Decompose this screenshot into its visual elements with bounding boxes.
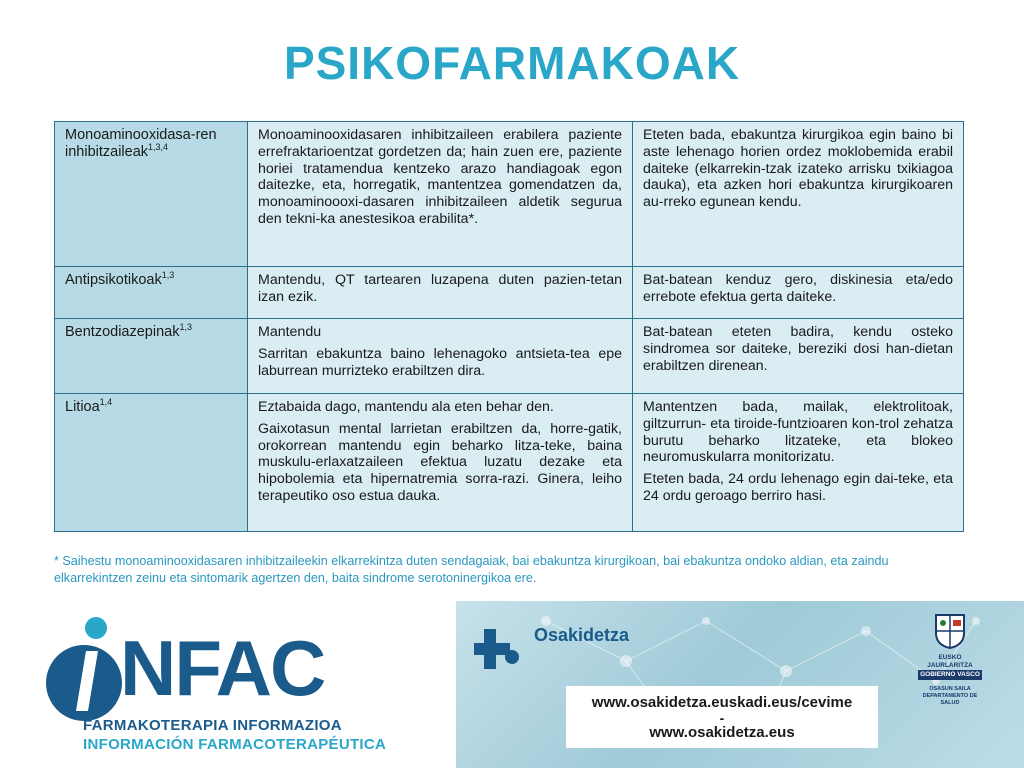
drug-class-cell [55, 319, 248, 394]
cell-paragraph: Mantendu, QT tartearen luzapena duten pazien-tetan izan ezik. [258, 272, 622, 305]
drug-class-cell [55, 267, 248, 319]
reference-superscript: 1,4 [99, 397, 113, 408]
url-separator: - [719, 710, 725, 726]
cell-paragraph: Bat-batean eteten badira, kendu osteko sindromea sor daiteke, bereziki dosi han-dietan erabiltzen direnean. [643, 324, 953, 374]
gov-dept-es: DEPARTAMENTO DE SALUD [922, 693, 978, 706]
url-box [566, 686, 878, 748]
table-row [55, 394, 964, 532]
osakidetza-logo-icon [470, 625, 526, 675]
gobierno-vasco-logo [918, 611, 982, 707]
drug-class-name: Litioa [65, 399, 100, 415]
url-osakidetza-link[interactable]: www.osakidetza.eus [649, 724, 795, 741]
infac-subtitle-eu: FARMAKOTERAPIA INFORMAZIOA [83, 717, 342, 734]
reference-superscript: 1,3 [161, 270, 175, 281]
gov-name-eu: EUSKO JAURLARITZA [927, 654, 973, 669]
drug-class-cell [55, 394, 248, 532]
osakidetza-name: Osakidetza [534, 625, 630, 645]
cell-paragraph: Monoaminooxidasaren inhibitzaileen erabilera paziente errefraktarioentzat gordetzen da; hain zuen ere, paziente horiei tratamendua kentzeko arazo handiagoak egon daitezke, eta, horregatik, mantentzea gomendatzen da, monoaminoooxi-dasaren inhibitzaileen aldetik segurua den tekni-ka anestesikoa erabilita*. [258, 127, 622, 227]
drug-class-name: Monoaminooxidasa-ren inhibitzaileak [65, 127, 217, 160]
cell-paragraph: Mantendu [258, 324, 322, 340]
footer-banner [0, 601, 1024, 768]
footnote: * Saihestu monoaminooxidasaren inhibitzaileekin elkarrekintza duten sendagaiak, bai ebakuntza kirurgikoan, bai ebakuntza ondoko aldian, eta zaindu elkarrekintzen zeinu eta sintomarik agertzen den, baita sindrome serotoninergikoa ere. [54, 554, 889, 585]
cell-paragraph: Gaixotasun mental larrietan erabiltzen da, horre-gatik, orokorrean mantendu egin beharko litza-teke, baina muskulu-erlaxatzaileen efektua luzatu dezake eta hipobolemia eta hipernatremia sorra-razi. Ginera, leiho terapeutiko oso estua dauka. [258, 420, 622, 504]
table-row [55, 319, 964, 394]
reference-superscript: 1,3 [179, 322, 192, 333]
page-title: PSIKOFARMAKOAK [283, 37, 741, 89]
recommendation-cell [248, 319, 633, 394]
drug-class-cell [55, 122, 248, 267]
reference-superscript: 1,3,4 [148, 141, 169, 152]
withdrawal-cell [633, 394, 964, 532]
url-cevime-link[interactable]: www.osakidetza.euskadi.eus/cevime [591, 694, 853, 711]
withdrawal-cell [633, 319, 964, 394]
withdrawal-cell [633, 122, 964, 267]
cell-paragraph: Eteten bada, ebakuntza kirurgikoa egin baino bi aste lehenago horien ordez moklobemida erabil daiteke (elkarrekin-tzak izateko arrisku txikiagoa dauka), eta azken hori ebakuntza kirurgikoaren au-rreko egunean kendu. [643, 127, 953, 211]
cell-paragraph: Mantentzen bada, mailak, elektrolitoak, giltzurrun- eta tiroide-funtzioaren kon-trol zehatza burutu beharko litzateke, eta blokeo neuromuskularra monitorizatu. [643, 399, 953, 466]
recommendation-cell [248, 122, 633, 267]
recommendation-cell [248, 267, 633, 319]
gov-dept-eu: OSASUN SAILA [929, 686, 971, 692]
withdrawal-cell [633, 267, 964, 319]
infac-i-logo-icon [44, 613, 124, 723]
drug-class-name: Bentzodiazepinak [65, 324, 180, 340]
table-row [55, 267, 964, 319]
cell-paragraph: Eztabaida dago, mantendu ala eten behar den. [258, 399, 554, 415]
drug-class-name: Antipsikotikoak [65, 272, 162, 288]
table-row [55, 122, 964, 267]
cell-paragraph: Sarritan ebakuntza baino lehenagoko antsieta-tea epe laburrean murrizteko erabiltzen dira. [258, 345, 622, 379]
cell-paragraph: Eteten bada, 24 ordu lehenago egin dai-teke, eta 24 ordu geroago berriro hasi. [643, 471, 953, 504]
gov-name-es: GOBIERNO VASCO [918, 670, 982, 680]
basque-coat-of-arms-icon [930, 611, 970, 649]
cell-paragraph: Bat-batean kenduz gero, diskinesia eta/edo errebote efektua gerta daiteke. [643, 272, 953, 305]
infac-subtitle-es: INFORMACIÓN FARMACOTERAPÉUTICA [83, 736, 387, 753]
perioperative-table [54, 121, 964, 532]
recommendation-cell [248, 394, 633, 532]
infac-logo-text: NFAC [120, 624, 325, 712]
